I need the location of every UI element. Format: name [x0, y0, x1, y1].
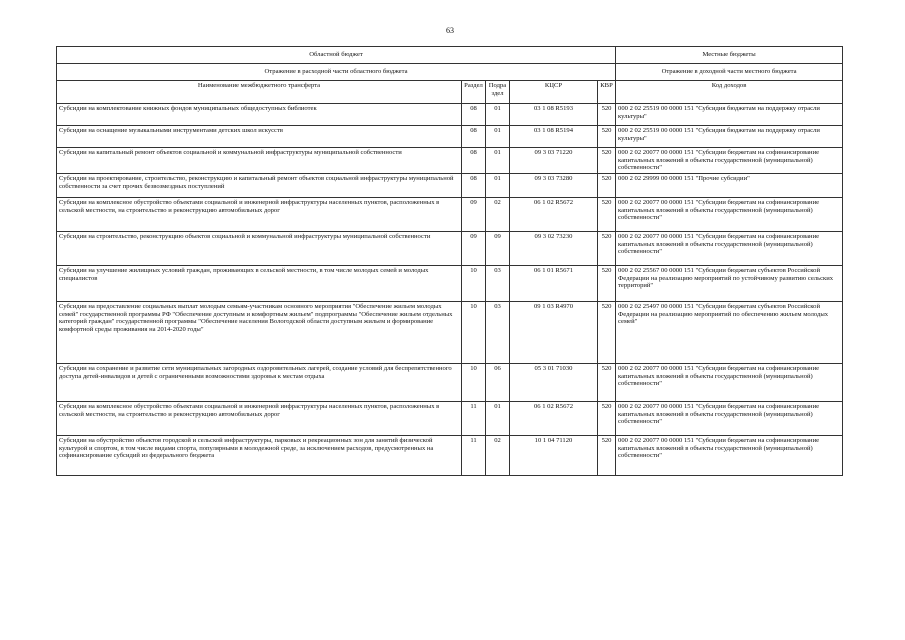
- cell-name: Субсидии на капитальный ремонт объектов социальной и коммунальной инфраструктуры муниципальной собственности: [57, 148, 462, 174]
- column-header-razdel: Раздел: [462, 81, 486, 104]
- cell-kvr: 520: [598, 126, 616, 148]
- cell-kcsr: 06 1 02 R5672: [510, 401, 598, 435]
- cell-income-code: 000 2 02 20077 00 0000 151 "Субсидии бюджетам на софинансирование капитальных вложений в объекты государственной (муниципальной) собственности": [616, 435, 843, 475]
- cell-kvr: 520: [598, 265, 616, 301]
- transfers-table: [56, 46, 843, 476]
- cell-kcsr: 03 1 08 R5194: [510, 126, 598, 148]
- table-row: [57, 363, 843, 401]
- cell-razdel: 08: [462, 148, 486, 174]
- cell-kcsr: 06 1 02 R5672: [510, 197, 598, 231]
- cell-income-code: 000 2 02 20077 00 0000 151 "Субсидии бюджетам на софинансирование капитальных вложений в объекты государственной (муниципальной) собственности": [616, 231, 843, 265]
- cell-name: Субсидии на проектирование, строительство, реконструкцию и капитальный ремонт объектов социальной инфраструктуры муниципальной собственности за счет прочих безвозмездных поступлений: [57, 173, 462, 197]
- table-row: [57, 401, 843, 435]
- table-row: [57, 435, 843, 475]
- table-row: [57, 104, 843, 126]
- cell-kvr: 520: [598, 197, 616, 231]
- cell-razdel: 10: [462, 265, 486, 301]
- regional-reflection-header: Отражение в расходной части областного бюджета: [57, 64, 616, 81]
- cell-podrazdel: 03: [486, 265, 510, 301]
- cell-razdel: 11: [462, 401, 486, 435]
- cell-name: Субсидии на строительство, реконструкцию объектов социальной и коммунальной инфраструктуры муниципальной собственности: [57, 231, 462, 265]
- cell-kvr: 520: [598, 148, 616, 174]
- cell-income-code: 000 2 02 20077 00 0000 151 "Субсидии бюджетам на софинансирование капитальных вложений в объекты государственной (муниципальной) собственности": [616, 148, 843, 174]
- cell-name: Субсидии на комплексное обустройство объектами социальной и инженерной инфраструктуры населенных пунктов, расположенных в сельской местности, на строительство и реконструкцию автомобильных дорог: [57, 401, 462, 435]
- cell-income-code: 000 2 02 20077 00 0000 151 "Субсидии бюджетам на софинансирование капитальных вложений в объекты государственной (муниципальной) собственности": [616, 363, 843, 401]
- cell-name: Субсидии на комплектование книжных фондов муниципальных общедоступных библиотек: [57, 104, 462, 126]
- table-row: [57, 301, 843, 363]
- cell-podrazdel: 06: [486, 363, 510, 401]
- cell-kvr: 520: [598, 401, 616, 435]
- cell-kvr: 520: [598, 435, 616, 475]
- cell-income-code: 000 2 02 25519 00 0000 151 "Субсидия бюджетам на поддержку отрасли культуры": [616, 126, 843, 148]
- cell-kvr: 520: [598, 173, 616, 197]
- cell-income-code: 000 2 02 29999 00 0000 151 "Прочие субсидии": [616, 173, 843, 197]
- cell-podrazdel: 01: [486, 126, 510, 148]
- cell-podrazdel: 01: [486, 104, 510, 126]
- table-row: [57, 173, 843, 197]
- column-header-kvr: КВР: [598, 81, 616, 104]
- cell-kvr: 520: [598, 301, 616, 363]
- cell-name: Субсидии на комплексное обустройство объектами социальной и инженерной инфраструктуры населенных пунктов, расположенных в сельской местности, на строительство и реконструкцию автомобильных дорог: [57, 197, 462, 231]
- local-budgets-header: Местные бюджеты: [616, 47, 843, 64]
- cell-kcsr: 05 3 01 71030: [510, 363, 598, 401]
- cell-kvr: 520: [598, 363, 616, 401]
- cell-kcsr: 10 1 04 71120: [510, 435, 598, 475]
- cell-razdel: 10: [462, 363, 486, 401]
- page-number: 63: [446, 26, 454, 35]
- cell-name: Субсидии на улучшение жилищных условий граждан, проживающих в сельской местности, в том числе молодых семей и молодых специалистов: [57, 265, 462, 301]
- cell-income-code: 000 2 02 25519 00 0000 151 "Субсидия бюджетам на поддержку отрасли культуры": [616, 104, 843, 126]
- cell-kvr: 520: [598, 231, 616, 265]
- cell-income-code: 000 2 02 20077 00 0000 151 "Субсидии бюджетам на софинансирование капитальных вложений в объекты государственной (муниципальной) собственности": [616, 401, 843, 435]
- cell-podrazdel: 02: [486, 197, 510, 231]
- column-header-podrazdel: Подраздел: [486, 81, 510, 104]
- cell-income-code: 000 2 02 25497 00 0000 151 "Субсидии бюджетам субъектов Российской Федерации на реализацию мероприятий по обеспечению жильем молодых семей": [616, 301, 843, 363]
- cell-razdel: 10: [462, 301, 486, 363]
- table-row: [57, 126, 843, 148]
- cell-kcsr: 06 1 01 R5671: [510, 265, 598, 301]
- cell-razdel: 08: [462, 104, 486, 126]
- cell-podrazdel: 01: [486, 148, 510, 174]
- table-row: [57, 265, 843, 301]
- cell-podrazdel: 09: [486, 231, 510, 265]
- local-reflection-header: Отражение в доходной части местного бюджета: [616, 64, 843, 81]
- cell-name: Субсидии на предоставление социальных выплат молодым семьям-участникам основного мероприятия "Обеспечение жильем молодых семей" государственной программы РФ "Обеспечение доступным и комфортным жильем" подпрограммы "Обеспечение жильем отдельных категорий граждан" государственной программы "Обеспечение населения Вологодской области доступным жильем и формирование комфортной среды проживания на 2014-2020 годы": [57, 301, 462, 363]
- cell-podrazdel: 03: [486, 301, 510, 363]
- cell-kcsr: 09 3 02 73230: [510, 231, 598, 265]
- regional-budget-header: Областной бюджет: [57, 47, 616, 64]
- cell-income-code: 000 2 02 20077 00 0000 151 "Субсидии бюджетам на софинансирование капитальных вложений в объекты государственной (муниципальной) собственности": [616, 197, 843, 231]
- cell-name: Субсидии на оснащение музыкальными инструментами детских школ искусств: [57, 126, 462, 148]
- cell-razdel: 08: [462, 126, 486, 148]
- cell-kcsr: 09 3 03 71220: [510, 148, 598, 174]
- column-header-name: Наименование межбюджетного трансферта: [57, 81, 462, 104]
- cell-name: Субсидии на сохранение и развитие сети муниципальных загородных оздоровительных лагерей, создание условий для беспрепятственного доступа детей-инвалидов и детей с ограниченными возможностями здоровья к местам отдыха: [57, 363, 462, 401]
- cell-income-code: 000 2 02 25567 00 0000 151 "Субсидии бюджетам субъектов Российской Федерации на реализацию мероприятий по устойчивому развитию сельских территорий": [616, 265, 843, 301]
- cell-razdel: 11: [462, 435, 486, 475]
- cell-kcsr: 09 1 03 R4970: [510, 301, 598, 363]
- table-row: [57, 231, 843, 265]
- table-row: [57, 148, 843, 174]
- cell-podrazdel: 01: [486, 401, 510, 435]
- cell-podrazdel: 02: [486, 435, 510, 475]
- column-header-kcsr: КЦСР: [510, 81, 598, 104]
- cell-kcsr: 09 3 03 73280: [510, 173, 598, 197]
- cell-kcsr: 03 1 08 R5193: [510, 104, 598, 126]
- cell-name: Субсидии на обустройство объектов городской и сельской инфраструктуры, парковых и рекреационных зон для занятий физической культурой и спортом, в том числе видами спорта, популярными в молодежной среде, за исключением расходов, предусмотренных на софинансирование субсидий из федерального бюджета: [57, 435, 462, 475]
- cell-kvr: 520: [598, 104, 616, 126]
- cell-razdel: 09: [462, 231, 486, 265]
- cell-razdel: 08: [462, 173, 486, 197]
- cell-razdel: 09: [462, 197, 486, 231]
- table-row: [57, 197, 843, 231]
- column-header-income-code: Код доходов: [616, 81, 843, 104]
- cell-podrazdel: 01: [486, 173, 510, 197]
